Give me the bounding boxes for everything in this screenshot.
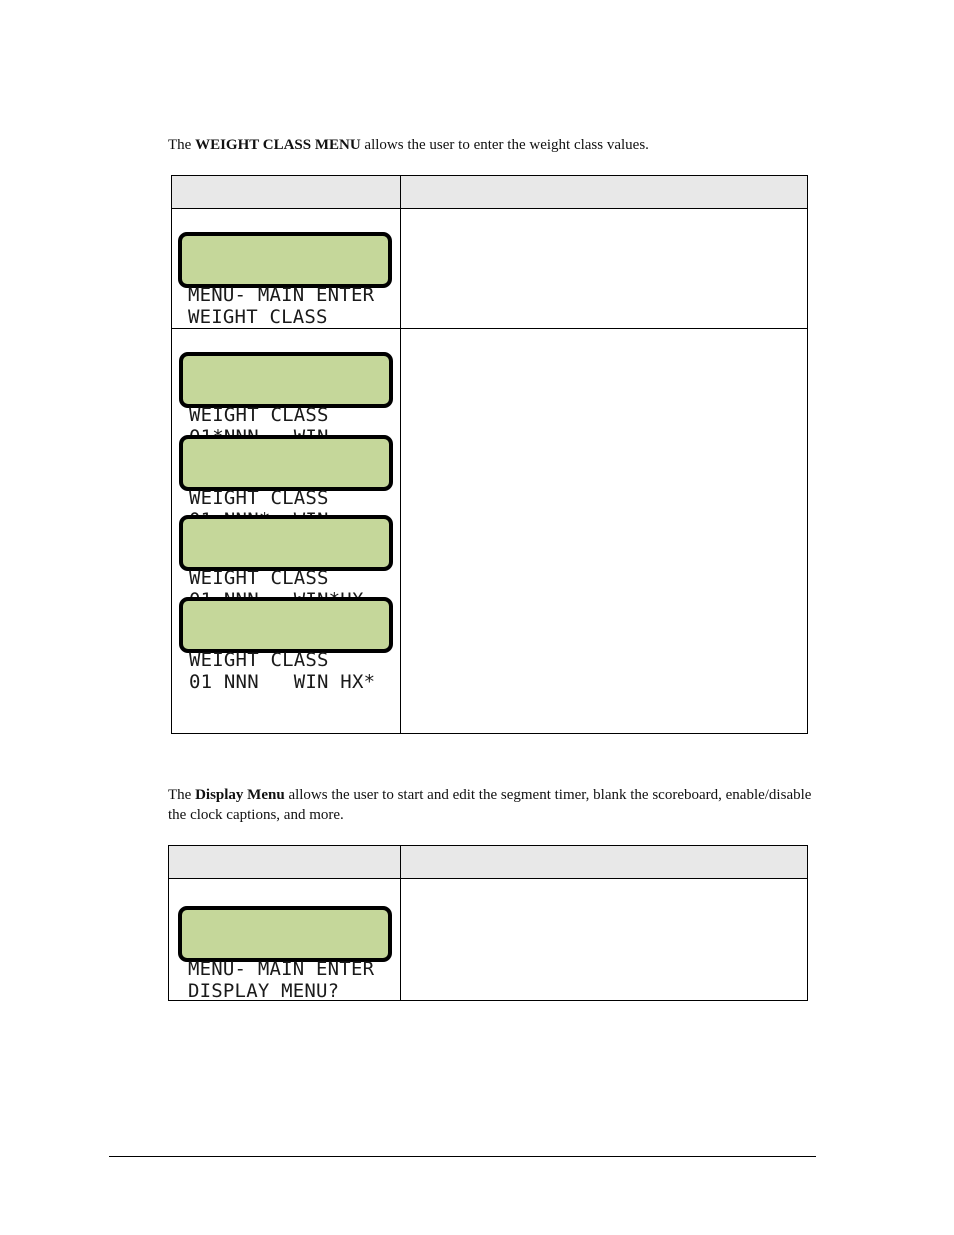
lcd-display: MENU- MAIN ENTER WEIGHT CLASS [178, 232, 392, 288]
weight-class-menu-term: WEIGHT CLASS MENU [195, 137, 361, 153]
lcd-display: WEIGHT CLASS 01 NNN WIN HX* [179, 597, 393, 653]
footer-rule [109, 1156, 816, 1157]
display-menu-table-header [169, 846, 807, 879]
lcd-display: WEIGHT CLASS [179, 515, 393, 571]
display-menu-table [168, 845, 808, 1001]
display-menu-term: Display Menu [195, 787, 285, 803]
weight-class-table [171, 175, 808, 734]
lcd-display: MENU- MAIN ENTER DISPLAY MENU? [178, 906, 392, 962]
lcd-display: WEIGHT CLASS [179, 352, 393, 408]
weight-class-intro: The WEIGHT CLASS MENU allows the user to enter the weight class values. [168, 137, 649, 153]
column-divider [400, 176, 401, 733]
weight-class-table-header [172, 176, 807, 209]
column-divider [400, 846, 401, 1000]
lcd-display: WEIGHT CLASS [179, 435, 393, 491]
display-menu-intro: The Display Menu allows the user to start and edit the segment timer, blank the scoreboard, enable/disable the clock captions, and more. [168, 787, 812, 823]
